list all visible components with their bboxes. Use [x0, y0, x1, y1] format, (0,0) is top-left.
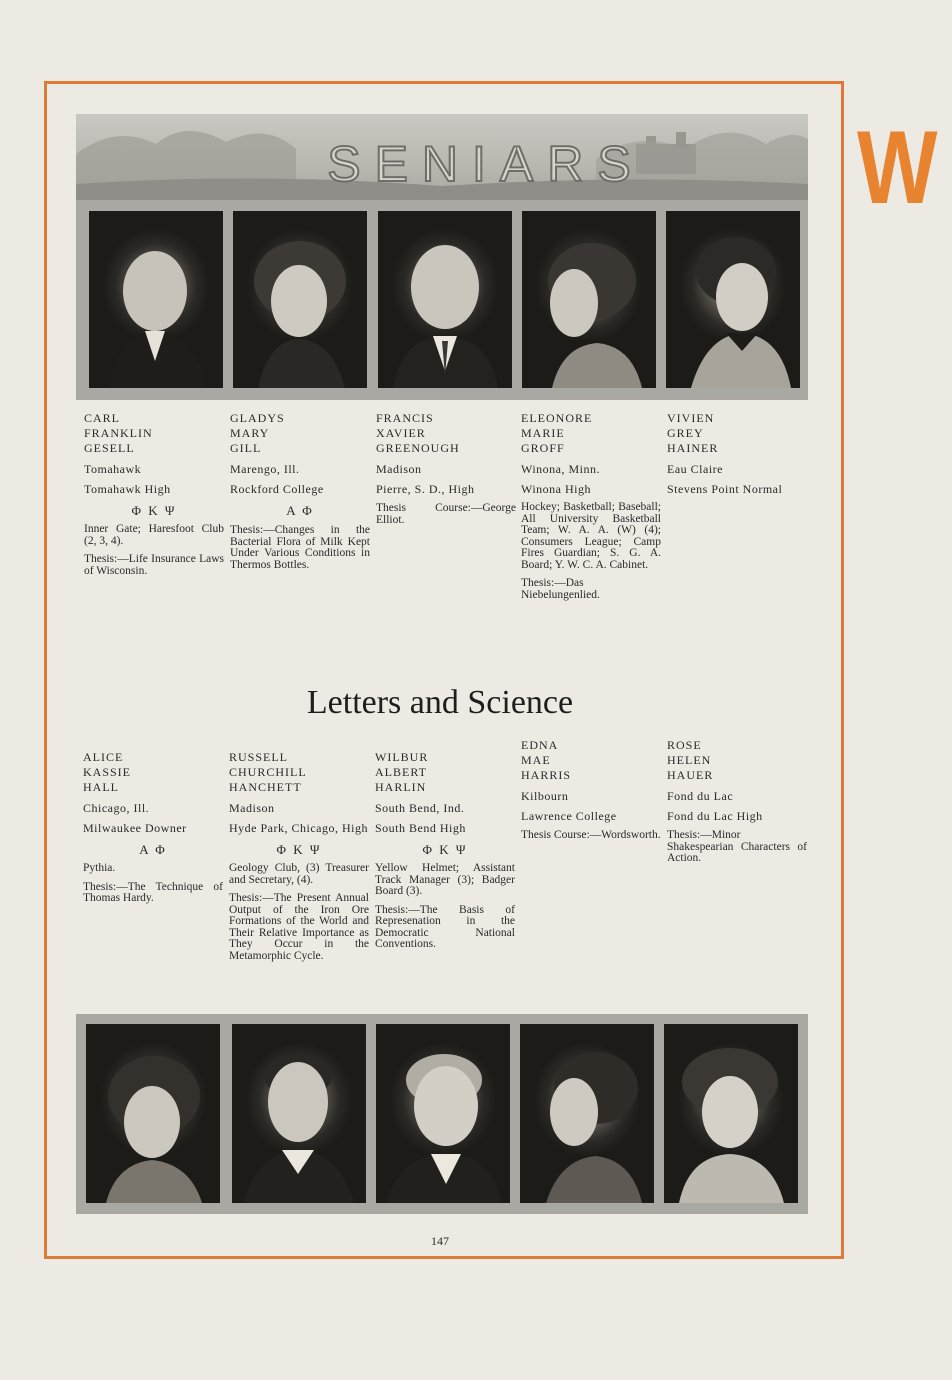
portrait-photo [520, 1024, 654, 1203]
student-hometown: Marengo, Ill. [230, 462, 300, 476]
portrait-photo [233, 211, 367, 388]
student-middle-name: CHURCHILL [229, 765, 307, 779]
student-entry [375, 750, 515, 951]
student-prior-school: South Bend High [375, 821, 466, 835]
student-middle-name: MAE [521, 753, 551, 767]
portrait-photo [232, 1024, 366, 1203]
student-fraternity: Φ K Ψ [131, 503, 177, 518]
student-last-name: GILL [230, 441, 262, 455]
student-prior-school: Stevens Point Normal [667, 482, 783, 496]
student-last-name: HANCHETT [229, 780, 302, 794]
student-first-name: GLADYS [230, 411, 285, 425]
student-thesis: Thesis Course:—Wordsworth. [521, 829, 661, 841]
student-hometown: South Bend, Ind. [375, 801, 465, 815]
student-fraternity: A Φ [139, 842, 167, 857]
student-fraternity: A Φ [286, 503, 314, 518]
student-entry [667, 738, 807, 865]
student-activities: Geology Club, (3) Treasurer and Secretary, (4). [229, 862, 369, 886]
student-middle-name: GREY [667, 426, 704, 440]
student-last-name: HARLIN [375, 780, 427, 794]
portrait-photo [664, 1024, 798, 1203]
bottom-photo-strip [76, 1014, 808, 1214]
student-last-name: GESELL [84, 441, 135, 455]
student-first-name: ROSE [667, 738, 702, 752]
portrait-photo [666, 211, 800, 388]
student-activities: Pythia. [83, 862, 116, 874]
student-prior-school: Tomahawk High [84, 482, 171, 496]
student-entry [521, 738, 661, 842]
student-middle-name: ALBERT [375, 765, 427, 779]
page-number: 147 [431, 1234, 449, 1248]
student-thesis: Thesis:—Das Niebelungenlied. [521, 577, 600, 601]
student-entry [376, 411, 516, 526]
student-prior-school: Fond du Lac High [667, 809, 763, 823]
student-entry [667, 411, 807, 496]
student-hometown: Chicago, Ill. [83, 801, 150, 815]
student-activities: Hockey; Basketball; Baseball; All University Basketball Team; W. A. A. (W) (4); Consumers League; Camp Fires Guardian; S. G. A. Board; Y. W. C. A. Cabinet. [521, 501, 661, 571]
student-hometown: Tomahawk [84, 462, 142, 476]
student-hometown: Madison [376, 462, 422, 476]
student-thesis: Thesis Course:—George Elliot. [376, 502, 516, 526]
student-first-name: ELEONORE [521, 411, 593, 425]
student-hometown: Eau Claire [667, 462, 723, 476]
student-entry [83, 750, 223, 905]
student-last-name: HARRIS [521, 768, 572, 782]
student-thesis: Thesis:—The Basis of Represenation in the Democratic National Conventions. [375, 903, 515, 950]
top-photo-strip [76, 200, 808, 400]
student-thesis: Thesis:—Life Insurance Laws of Wisconsin. [84, 553, 224, 577]
student-first-name: WILBUR [375, 750, 429, 764]
student-fraternity: Φ K Ψ [422, 842, 468, 857]
portrait-photo [376, 1024, 510, 1203]
student-prior-school: Milwaukee Downer [83, 821, 187, 835]
student-last-name: HAINER [667, 441, 719, 455]
student-last-name: HAUER [667, 768, 714, 782]
student-thesis: Thesis:—Changes in the Bacterial Flora of Milk Kept Under Various Conditions in Thermos Bottles. [230, 524, 370, 571]
banner-title: SENIARS [327, 136, 645, 192]
section-heading: Letters and Science [306, 684, 574, 721]
student-entry [229, 750, 369, 962]
student-first-name: RUSSELL [229, 750, 289, 764]
portrait-photo [89, 211, 223, 388]
seniors-banner [76, 114, 808, 200]
student-hometown: Fond du Lac [667, 789, 734, 803]
student-middle-name: XAVIER [376, 426, 426, 440]
student-last-name: GROFF [521, 441, 565, 455]
student-first-name: EDNA [521, 738, 559, 752]
student-prior-school: Winona High [521, 482, 592, 496]
student-thesis: Thesis:—Minor Shakespearian Characters of Action. [667, 829, 807, 864]
student-first-name: FRANCIS [376, 411, 434, 425]
student-hometown: Kilbourn [521, 789, 569, 803]
student-entry [230, 411, 370, 571]
student-middle-name: MARIE [521, 426, 565, 440]
student-prior-school: Rockford College [230, 482, 324, 496]
side-tab-letter: W [857, 110, 938, 226]
student-activities: Inner Gate; Haresfoot Club (2, 3, 4). [84, 523, 224, 547]
student-entry [521, 411, 661, 601]
student-prior-school: Pierre, S. D., High [376, 482, 475, 496]
student-last-name: GREENOUGH [376, 441, 460, 455]
student-first-name: VIVIEN [667, 411, 715, 425]
student-middle-name: FRANKLIN [84, 426, 153, 440]
student-hometown: Madison [229, 801, 275, 815]
student-fraternity: Φ K Ψ [276, 842, 322, 857]
student-first-name: CARL [84, 411, 121, 425]
student-activities: Yellow Helmet; Assistant Track Manager (3); Badger Board (3). [375, 862, 515, 897]
student-entry [84, 411, 224, 577]
portrait-photo [86, 1024, 220, 1203]
portrait-photo [378, 211, 512, 388]
student-thesis: Thesis:—The Technique of Thomas Hardy. [83, 880, 223, 904]
student-first-name: ALICE [83, 750, 124, 764]
student-middle-name: MARY [230, 426, 270, 440]
portrait-photo [522, 211, 656, 388]
student-last-name: HALL [83, 780, 119, 794]
student-thesis: Thesis:—The Present Annual Output of the Iron Ore Formations of the World and Their Relative Importance as They Occur in the Metamorphic Cycle. [229, 892, 369, 962]
student-prior-school: Hyde Park, Chicago, High [229, 821, 368, 835]
student-prior-school: Lawrence College [521, 809, 617, 823]
student-hometown: Winona, Minn. [521, 462, 601, 476]
student-middle-name: HELEN [667, 753, 712, 767]
student-middle-name: KASSIE [83, 765, 132, 779]
